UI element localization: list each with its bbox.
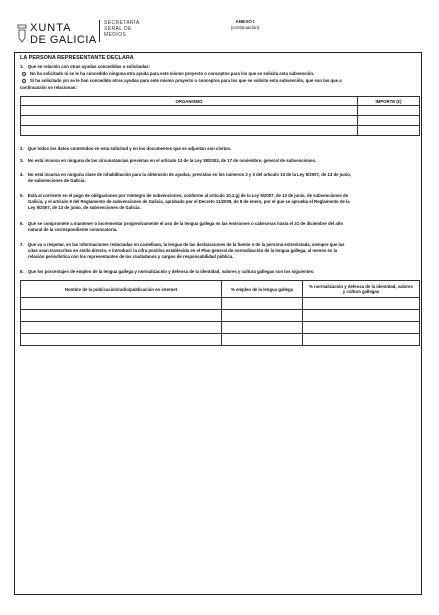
annex-heading — [215, 19, 275, 31]
option-other-aid-cont: continuación se relacionan: — [20, 85, 77, 90]
item-text: Que va a respetar, en las informaciones redactadas en castellano, la lengua de las declaraciones de la fuente o de la persona entrevistada, siempre que las — [27, 242, 345, 247]
item-text: Que todos los datos contenidos en esta solicitud y en los documentos que se adjuntan son ciertos. — [27, 146, 232, 151]
logo-line-1: XUNTA — [30, 22, 72, 34]
publication-cell[interactable] — [21, 334, 222, 346]
amount-cell[interactable] — [358, 106, 420, 116]
table-row — [21, 126, 420, 136]
item-text: Que en relación con otras ayudas concedidas o solicitadas: — [27, 64, 151, 69]
normalization-cell[interactable] — [303, 334, 420, 346]
item-3 — [20, 158, 420, 164]
item-text: No está incursa en ninguna clase de inhabilitación para la obtención de ayudas, previstas en los números 2 y 3 del artículo 10 de la Ley 9/2007, de 13 de junio, — [27, 172, 352, 177]
table-row — [21, 116, 420, 126]
item-text-cont: Ley 9/2007, de 13 de junio, de subvenciones de Galicia. — [28, 205, 141, 210]
item-number: 3. — [20, 158, 24, 163]
item-number: 2. — [20, 146, 24, 151]
normalization-cell[interactable] — [303, 310, 420, 322]
amount-cell[interactable] — [358, 126, 420, 136]
item-text-cont: natural de la correspondiente convocatoria. — [28, 227, 118, 232]
header-organism: ORGANISMO — [21, 97, 358, 106]
item-6 — [20, 221, 420, 233]
dept-line-3: MEDIOS — [104, 32, 127, 38]
radio-other-aid[interactable] — [22, 79, 26, 83]
item-text: Que se compromete a mantener o incrementar progresivamente el uso de la lengua gallega en las emisiones o cabeceras hasta el 31 de diciembre del año — [27, 221, 344, 226]
radio-no-other-aid[interactable] — [22, 72, 26, 76]
item-4 — [20, 172, 420, 184]
annex-subtitle: (continuación) — [230, 25, 260, 30]
table-row — [21, 310, 420, 322]
organism-cell[interactable] — [21, 106, 358, 116]
item-1 — [20, 64, 150, 70]
section-title: LA PERSONA REPRESENTANTE DECLARA — [20, 55, 134, 61]
xunta-emblem-icon — [17, 24, 27, 44]
logo-line-2: DE GALICIA — [30, 34, 97, 46]
table-row — [21, 106, 420, 116]
logo-divider — [99, 20, 100, 42]
language-use-cell[interactable] — [222, 334, 303, 346]
amount-cell[interactable] — [358, 116, 420, 126]
item-number: 4. — [20, 172, 24, 177]
item-text-cont: de subvenciones de Galicia. — [28, 178, 86, 183]
item-text: No está incursa en ninguna de las circunstancias previstas en el artículo 13 de la Ley 38/2003, de 17 de noviembre, general de subvenciones. — [27, 158, 317, 163]
language-use-cell[interactable] — [222, 322, 303, 334]
item-2 — [20, 146, 420, 152]
item-text: Está al corriente en el pago de obligaciones por reintegro de subvenciones, conforme al artículo 10.2.g) de la Ley 9/2007, de 13 de junio, de subvenciones de — [27, 193, 349, 198]
table-header-row — [21, 97, 420, 106]
item-number: 7. — [20, 242, 24, 247]
item-text-cont: citas sean transcritas en estilo directo, e introducir la cifra positiva establecida en el Plan general de normalización de la lengua gallega, al menos en la — [28, 248, 338, 253]
aid-table — [20, 96, 420, 136]
header-normalization: % normalización y defensa de la identidad, valores y cultura gallegas — [303, 281, 420, 298]
option-no-other-aid: No ha solicitado ni se le ha concedido ninguna otra ayuda para este mismo proyecto o conceptos para los que se solicita esta subvención. — [30, 71, 315, 76]
item-number: 6. — [20, 221, 24, 226]
header-amount: IMPORTE (€) — [358, 97, 420, 106]
xunta-logo — [17, 22, 97, 46]
item-text-cont: relación periodística con los representantes de los ciudadanos y cargos de responsabilidad pública. — [28, 254, 234, 259]
header-language-use: % empleo de la lengua gallega — [222, 281, 303, 298]
option-other-aid: Sí ha solicitado y/o se le han concedido otras ayudas para este mismo proyecto o conceptos para los que se solicita esta subvención, que son las que a — [30, 78, 342, 83]
annex-title: ANEXO I — [235, 19, 255, 24]
item-number: 8. — [20, 269, 24, 274]
item-8 — [20, 269, 420, 275]
item-number: 1. — [20, 64, 24, 69]
item-text-cont: Galicia, y el artículo 9 del Reglamento de subvenciones de Galicia, aprobado por el Decreto 11/2009, de 8 de enero, por el que se aprueba el Reglamento de la — [28, 199, 350, 204]
organism-cell[interactable] — [21, 126, 358, 136]
table-row — [21, 322, 420, 334]
language-table — [20, 280, 420, 346]
language-use-cell[interactable] — [222, 298, 303, 310]
dept-line-1: SECRETARÍA — [104, 20, 140, 26]
publication-cell[interactable] — [21, 310, 222, 322]
publication-cell[interactable] — [21, 298, 222, 310]
item-text: Que los porcentajes de empleo de la lengua gallega y normalización y defensa de la identidad, valores y cultura gallegas son los siguientes: — [27, 269, 315, 274]
dept-line-2: XERAL DE — [104, 26, 132, 32]
item-7 — [20, 242, 420, 260]
item-5 — [20, 193, 420, 211]
table-row — [21, 334, 420, 346]
language-use-cell[interactable] — [222, 310, 303, 322]
table-row — [21, 298, 420, 310]
department-name — [104, 20, 140, 38]
organism-cell[interactable] — [21, 116, 358, 126]
publication-cell[interactable] — [21, 322, 222, 334]
normalization-cell[interactable] — [303, 298, 420, 310]
header-publication: Nombre de la publicación/radio/publicación en internet — [21, 281, 222, 298]
normalization-cell[interactable] — [303, 322, 420, 334]
table-header-row — [21, 281, 420, 298]
item-number: 5. — [20, 193, 24, 198]
